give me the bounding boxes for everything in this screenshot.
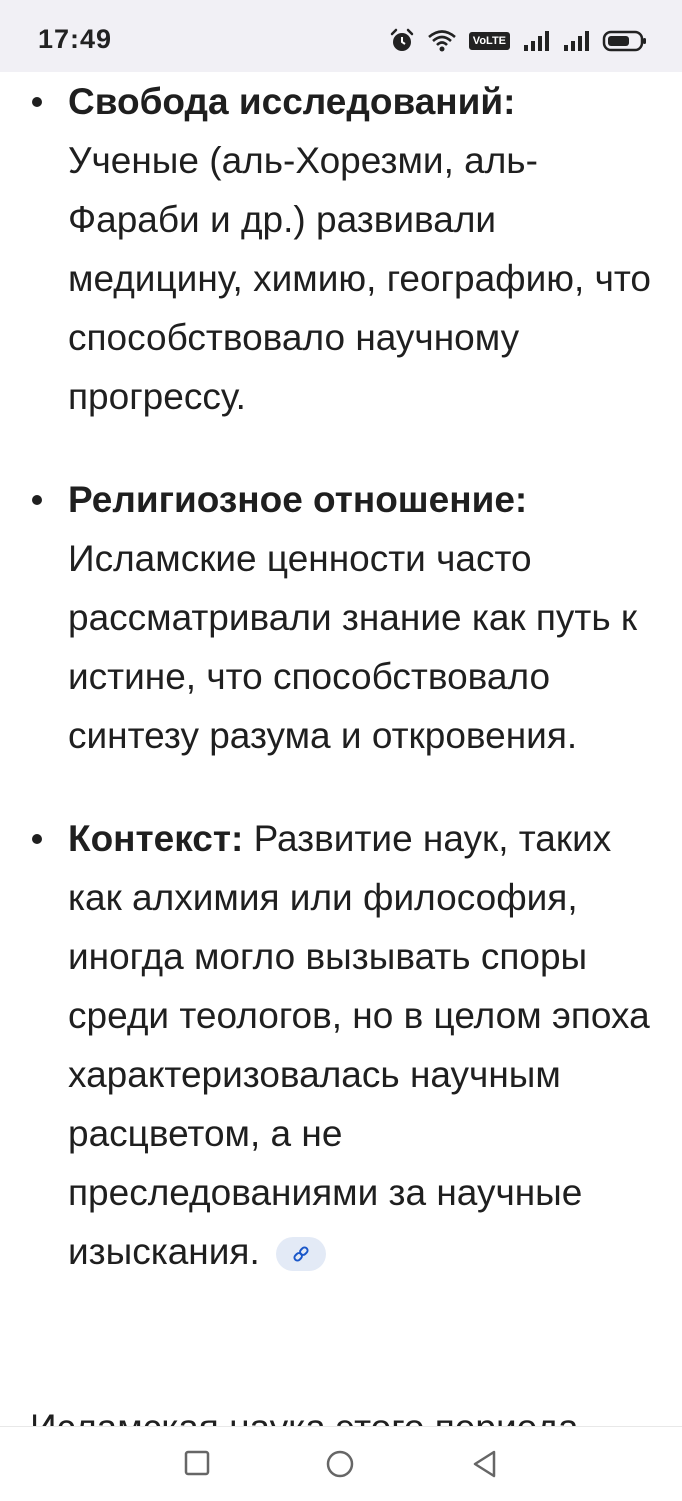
bullet-title: Религиозное отношение: — [68, 479, 528, 520]
home-circle-icon[interactable] — [325, 1449, 355, 1484]
bullet-item — [0, 72, 682, 426]
bullet-title: Контекст: — [68, 818, 244, 859]
bullet-text: Исламские ценности часто рассматривали знание как путь к истине, что способствовало синтезу разума и откровения. — [68, 538, 638, 756]
status-icons — [389, 26, 648, 56]
wifi-icon — [427, 29, 457, 53]
battery-icon — [602, 29, 648, 53]
back-triangle-icon[interactable] — [470, 1449, 500, 1484]
bullet-dot — [32, 97, 42, 107]
bullet-list — [0, 72, 682, 1325]
bullet-item — [0, 809, 682, 1281]
system-nav-bar — [0, 1426, 682, 1501]
bullet-title: Свобода исследований: — [68, 81, 516, 122]
bullet-item — [0, 470, 682, 765]
chat-response-content — [0, 72, 682, 1426]
bullet-text: Развитие наук, таких как алхимия или философия, иногда могло вызывать споры среди теологов, но в целом эпоха характеризовалась научным расцветом, а не преследованиями за научные изыскания. — [68, 818, 650, 1272]
alarm-icon — [389, 28, 415, 54]
signal-sim1-icon — [522, 30, 550, 52]
source-link-button[interactable] — [276, 1237, 326, 1271]
volte-icon: VoLTE — [469, 32, 510, 50]
bullet-text: Ученые (аль-Хорезми, аль-Фараби и др.) развивали медицину, химию, географию, что способствовало научному прогрессу. — [68, 140, 651, 417]
bullet-dot — [32, 495, 42, 505]
link-icon — [292, 1245, 310, 1263]
status-time: 17:49 — [38, 24, 113, 54]
bullet-dot — [32, 834, 42, 844]
recents-square-icon[interactable] — [183, 1449, 211, 1482]
status-bar — [0, 0, 682, 72]
signal-sim2-icon — [562, 30, 590, 52]
